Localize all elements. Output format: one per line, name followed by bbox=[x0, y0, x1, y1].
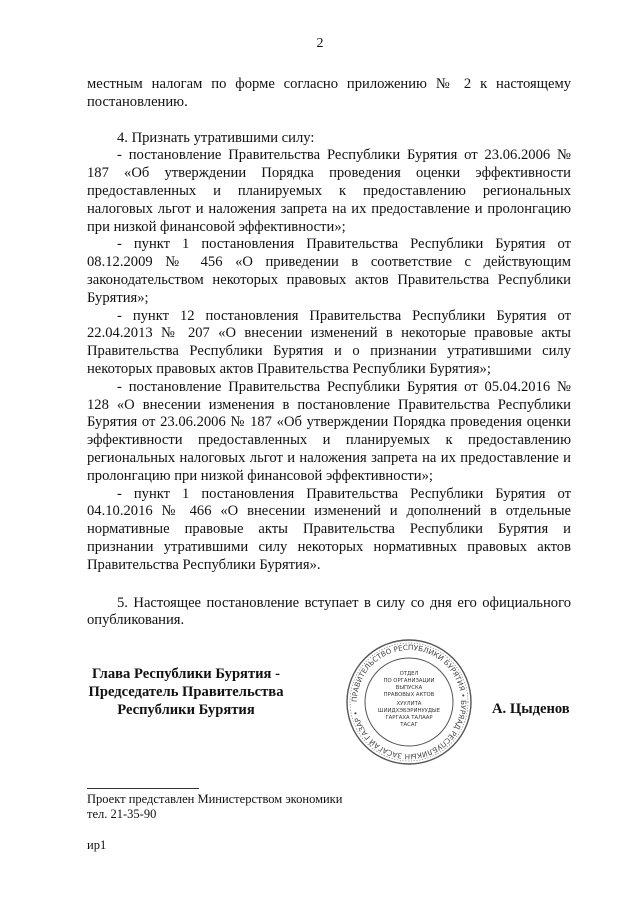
svg-text:ВЫПУСКА: ВЫПУСКА bbox=[395, 685, 423, 691]
official-seal bbox=[344, 637, 474, 767]
svg-text:ПО ОРГАНИЗАЦИИ: ПО ОРГАНИЗАЦИИ bbox=[383, 678, 435, 684]
executor-initials: ир1 bbox=[87, 838, 107, 852]
seal-ring-text: ПРАВИТЕЛЬСТВО РЕСПУБЛИКИ БУРЯТИЯ • БУРЯАД РЕСПУБЛИКЫН ЗАСАГАЙ ГАЗАР • bbox=[349, 642, 469, 762]
signatory-name: А. Цыденов bbox=[492, 701, 570, 717]
svg-text:ГАРГАХА ТАЛААР: ГАРГАХА ТАЛААР bbox=[385, 715, 433, 721]
paragraph-repeal-2: - пункт 1 постановления Правительства Республики Бурятия от 08.12.2009 № 456 «О приведении в соответствие с действующим законодательством некоторых правовых актов Правительства Республики Бурятия»; bbox=[87, 236, 571, 306]
paragraph-repeal-4: - постановление Правительства Республики Бурятия от 05.04.2016 № 128 «О внесении изменения в постановление Правительства Республики Бурятия от 23.06.2006 № 187 «Об утверждении Порядка проведения оценки эффективности предоставленных и планируемых к предоставлению региональных налоговых льгот и наложения запрета на их предоставление и пролонгацию при низкой финансовой эффективности»; bbox=[87, 378, 571, 484]
paragraph-repeal-3: - пункт 12 постановления Правительства Республики Бурятия от 22.04.2013 № 207 «О внесении изменений в некоторые правовые акты Правительства Республики Бурятия и о признании утратившими силу некоторых правовых актов Правительства Республики Бурятия»; bbox=[87, 307, 571, 377]
svg-text:ТАСАГ: ТАСАГ bbox=[400, 722, 418, 728]
paragraph-repeal-1: - постановление Правительства Республики Бурятия от 23.06.2006 № 187 «Об утверждении Порядка проведения оценки эффективности предоставленных и планируемых к предоставлению региональных налоговых льгот и наложения запрета на их предоставление и пролонгацию при низкой финансовой эффективности»; bbox=[87, 147, 571, 235]
footer-note bbox=[87, 792, 342, 821]
page-number: 2 bbox=[316, 36, 324, 51]
paragraph-continuation: местным налогам по форме согласно приложению № 2 к настоящему постановлению. bbox=[87, 76, 571, 110]
footer-divider bbox=[87, 788, 199, 789]
footer-note-line: Проект представлен Министерством экономики bbox=[87, 792, 343, 806]
signatory-title-line: Республики Бурятия bbox=[117, 702, 255, 718]
signatory-title bbox=[80, 665, 292, 719]
signatory-title-line: Председатель Правительства bbox=[88, 684, 284, 700]
signatory-title-line: Глава Республики Бурятия - bbox=[92, 666, 280, 682]
svg-text:ПРАВОВЫХ АКТОВ: ПРАВОВЫХ АКТОВ bbox=[383, 692, 435, 698]
paragraph-repeal-5: - пункт 1 постановления Правительства Республики Бурятия от 04.10.2016 № 466 «О внесении изменений и дополнений в отдельные нормативные правовые акты Правительства Республики Бурятия и признании утратившими силу некоторых нормативных правовых актов Правительства Республики Бурятия». bbox=[87, 485, 571, 573]
paragraph-item-5: 5. Настоящее постановление вступает в силу со дня его официального опубликования. bbox=[87, 594, 571, 629]
body-text bbox=[87, 76, 571, 630]
svg-text:ХУУЛИТА: ХУУЛИТА bbox=[396, 701, 422, 707]
paragraph-item-4: 4. Признать утратившими силу: bbox=[117, 129, 315, 146]
svg-text:ОТДЕЛ: ОТДЕЛ bbox=[399, 671, 419, 677]
footer-phone: тел. 21-35-90 bbox=[87, 806, 157, 821]
svg-text:ШИИДХЭБЭРИНУУДЫЕ: ШИИДХЭБЭРИНУУДЫЕ bbox=[377, 708, 441, 714]
seal-center-text bbox=[378, 671, 441, 728]
